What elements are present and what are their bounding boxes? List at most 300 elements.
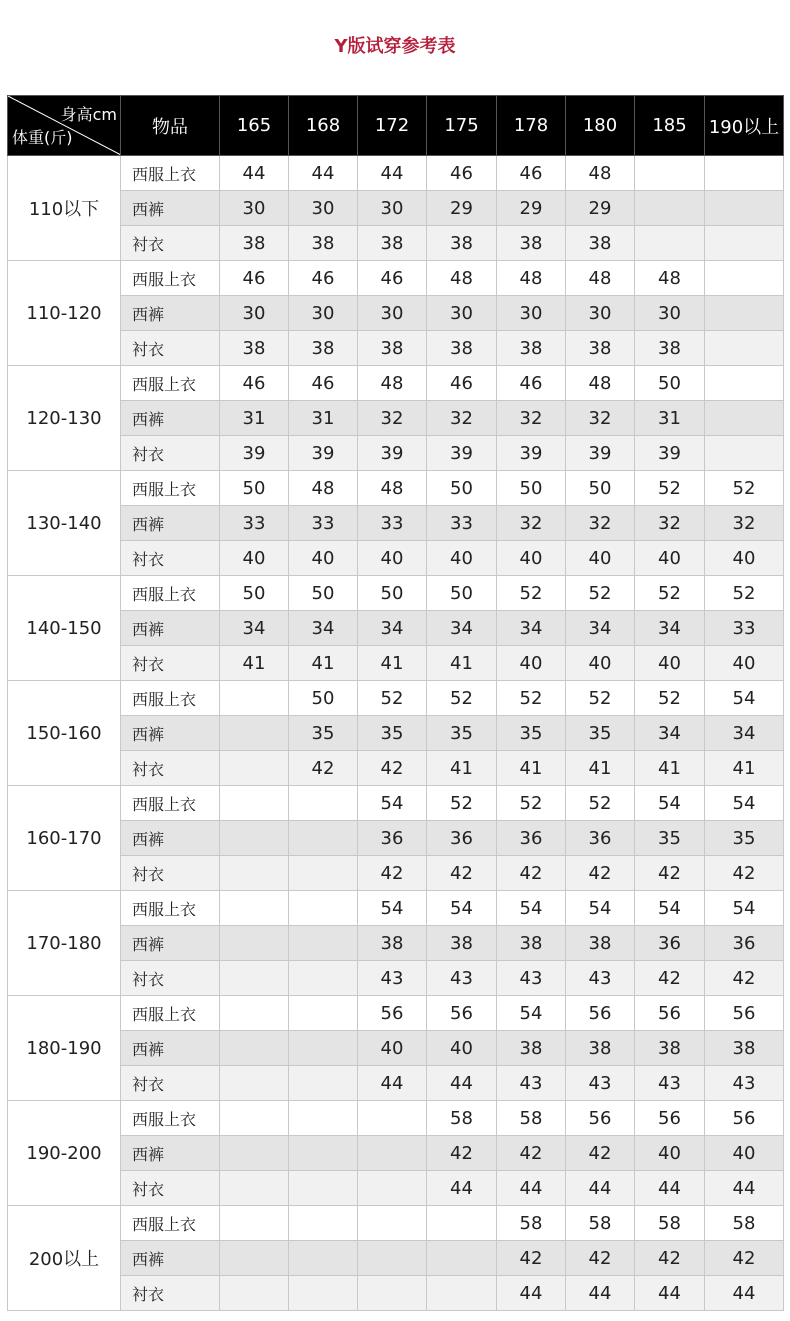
size-value-cell: 40 — [566, 541, 635, 576]
item-name-cell: 西服上衣 — [121, 261, 220, 296]
size-value-cell: 40 — [289, 541, 358, 576]
size-value-cell: 34 — [635, 611, 705, 646]
size-value-cell: 50 — [289, 576, 358, 611]
size-value-cell: 38 — [566, 1031, 635, 1066]
size-value-cell — [289, 1101, 358, 1136]
size-value-cell: 41 — [566, 751, 635, 786]
size-value-cell — [289, 1241, 358, 1276]
size-value-cell: 38 — [566, 331, 635, 366]
size-value-cell — [220, 1241, 289, 1276]
table-row — [8, 716, 784, 751]
size-value-cell — [705, 296, 784, 331]
size-value-cell: 44 — [566, 1171, 635, 1206]
table-row — [8, 226, 784, 261]
size-value-cell — [220, 1171, 289, 1206]
page-title: Y版试穿参考表 — [334, 36, 456, 57]
item-name-cell: 西服上衣 — [121, 1206, 220, 1241]
size-value-cell: 54 — [635, 786, 705, 821]
size-value-cell: 58 — [635, 1206, 705, 1241]
item-name-cell: 西服上衣 — [121, 1101, 220, 1136]
size-value-cell: 40 — [705, 541, 784, 576]
table-row — [8, 821, 784, 856]
size-value-cell: 52 — [566, 786, 635, 821]
size-value-cell: 42 — [705, 856, 784, 891]
size-value-cell: 30 — [289, 191, 358, 226]
table-row — [8, 926, 784, 961]
size-value-cell: 39 — [427, 436, 497, 471]
weight-group-cell: 190-200 — [8, 1101, 121, 1206]
size-value-cell: 40 — [358, 541, 427, 576]
item-name-cell: 衬衣 — [121, 856, 220, 891]
size-value-cell: 43 — [497, 1066, 566, 1101]
size-value-cell: 33 — [427, 506, 497, 541]
size-value-cell: 34 — [289, 611, 358, 646]
size-value-cell — [220, 926, 289, 961]
size-value-cell: 39 — [289, 436, 358, 471]
size-value-cell: 34 — [220, 611, 289, 646]
size-value-cell: 35 — [427, 716, 497, 751]
size-value-cell: 48 — [566, 366, 635, 401]
weight-group-cell: 170-180 — [8, 891, 121, 996]
size-value-cell: 46 — [289, 261, 358, 296]
size-value-cell: 54 — [635, 891, 705, 926]
size-value-cell: 30 — [566, 296, 635, 331]
weight-group-cell: 160-170 — [8, 786, 121, 891]
size-value-cell: 52 — [566, 576, 635, 611]
size-value-cell: 50 — [427, 576, 497, 611]
size-value-cell: 44 — [289, 156, 358, 191]
size-value-cell: 50 — [289, 681, 358, 716]
size-value-cell: 39 — [497, 436, 566, 471]
size-value-cell: 41 — [635, 751, 705, 786]
size-value-cell: 52 — [497, 786, 566, 821]
size-value-cell: 40 — [635, 541, 705, 576]
table-row — [8, 1101, 784, 1136]
size-value-cell: 54 — [497, 891, 566, 926]
size-value-cell: 36 — [427, 821, 497, 856]
size-value-cell: 38 — [705, 1031, 784, 1066]
height-column-header: 180 — [566, 96, 635, 156]
size-value-cell: 32 — [497, 401, 566, 436]
size-value-cell: 43 — [566, 961, 635, 996]
size-value-cell: 38 — [497, 1031, 566, 1066]
table-row — [8, 401, 784, 436]
table-row — [8, 541, 784, 576]
size-value-cell: 56 — [358, 996, 427, 1031]
size-value-cell: 38 — [289, 226, 358, 261]
size-value-cell: 42 — [427, 1136, 497, 1171]
weight-group-cell: 180-190 — [8, 996, 121, 1101]
size-value-cell: 39 — [635, 436, 705, 471]
size-value-cell: 38 — [497, 331, 566, 366]
table-row — [8, 156, 784, 191]
item-name-cell: 西裤 — [121, 401, 220, 436]
item-name-cell: 衬衣 — [121, 436, 220, 471]
weight-group-cell: 150-160 — [8, 681, 121, 786]
size-value-cell: 40 — [220, 541, 289, 576]
size-value-cell: 52 — [427, 786, 497, 821]
size-value-cell: 50 — [497, 471, 566, 506]
size-value-cell: 34 — [705, 716, 784, 751]
size-value-cell: 46 — [220, 261, 289, 296]
size-value-cell: 32 — [705, 506, 784, 541]
size-value-cell: 54 — [358, 786, 427, 821]
size-value-cell: 36 — [566, 821, 635, 856]
size-value-cell — [358, 1101, 427, 1136]
size-value-cell: 33 — [358, 506, 427, 541]
size-value-cell: 34 — [566, 611, 635, 646]
size-value-cell: 46 — [358, 261, 427, 296]
size-value-cell — [289, 1066, 358, 1101]
size-value-cell: 43 — [358, 961, 427, 996]
table-row — [8, 1171, 784, 1206]
size-value-cell — [220, 681, 289, 716]
size-value-cell: 52 — [705, 471, 784, 506]
item-name-cell: 衬衣 — [121, 1171, 220, 1206]
item-name-cell: 衬衣 — [121, 226, 220, 261]
size-value-cell: 41 — [289, 646, 358, 681]
item-name-cell: 衬衣 — [121, 541, 220, 576]
size-value-cell: 35 — [566, 716, 635, 751]
item-name-cell: 西服上衣 — [121, 471, 220, 506]
height-axis-label: 身高cm — [60, 105, 117, 124]
size-value-cell: 52 — [566, 681, 635, 716]
size-value-cell: 41 — [427, 751, 497, 786]
size-value-cell: 42 — [635, 1241, 705, 1276]
size-value-cell: 54 — [705, 681, 784, 716]
size-value-cell: 44 — [427, 1066, 497, 1101]
size-value-cell: 44 — [358, 156, 427, 191]
table-row — [8, 261, 784, 296]
item-name-cell: 西裤 — [121, 1241, 220, 1276]
size-value-cell: 30 — [358, 191, 427, 226]
size-value-cell — [220, 786, 289, 821]
size-value-cell: 38 — [566, 926, 635, 961]
size-value-cell: 34 — [427, 611, 497, 646]
size-value-cell: 30 — [635, 296, 705, 331]
size-value-cell: 31 — [220, 401, 289, 436]
size-value-cell: 42 — [566, 1241, 635, 1276]
size-value-cell: 48 — [358, 471, 427, 506]
size-value-cell — [220, 821, 289, 856]
height-column-header: 185 — [635, 96, 705, 156]
size-value-cell: 42 — [497, 1136, 566, 1171]
size-value-cell: 38 — [358, 226, 427, 261]
size-value-cell: 30 — [220, 191, 289, 226]
size-value-cell — [220, 1276, 289, 1311]
size-value-cell: 36 — [635, 926, 705, 961]
table-row — [8, 996, 784, 1031]
size-value-cell: 35 — [358, 716, 427, 751]
size-value-cell: 46 — [220, 366, 289, 401]
size-value-cell: 58 — [497, 1206, 566, 1241]
size-value-cell: 56 — [705, 1101, 784, 1136]
size-value-cell — [705, 331, 784, 366]
weight-group-cell: 140-150 — [8, 576, 121, 681]
size-value-cell: 42 — [358, 856, 427, 891]
height-column-header: 178 — [497, 96, 566, 156]
size-value-cell: 35 — [497, 716, 566, 751]
size-value-cell: 48 — [497, 261, 566, 296]
size-value-cell: 46 — [427, 366, 497, 401]
table-row — [8, 191, 784, 226]
item-name-cell: 西服上衣 — [121, 576, 220, 611]
size-value-cell: 43 — [497, 961, 566, 996]
size-value-cell: 44 — [635, 1171, 705, 1206]
table-row — [8, 576, 784, 611]
item-name-cell: 西裤 — [121, 926, 220, 961]
size-value-cell: 46 — [497, 156, 566, 191]
size-value-cell — [220, 751, 289, 786]
size-value-cell: 30 — [427, 296, 497, 331]
size-value-cell: 56 — [566, 1101, 635, 1136]
size-value-cell: 38 — [289, 331, 358, 366]
size-value-cell: 29 — [566, 191, 635, 226]
item-name-cell: 西服上衣 — [121, 786, 220, 821]
size-value-cell: 48 — [289, 471, 358, 506]
size-value-cell: 42 — [566, 1136, 635, 1171]
table-row — [8, 1136, 784, 1171]
size-value-cell: 52 — [635, 471, 705, 506]
table-row — [8, 751, 784, 786]
size-value-cell — [289, 1031, 358, 1066]
size-value-cell: 52 — [635, 576, 705, 611]
size-value-cell — [358, 1171, 427, 1206]
size-value-cell: 56 — [635, 996, 705, 1031]
size-value-cell: 38 — [220, 226, 289, 261]
table-row — [8, 786, 784, 821]
table-row — [8, 681, 784, 716]
size-value-cell — [220, 1136, 289, 1171]
item-name-cell: 衬衣 — [121, 646, 220, 681]
size-value-cell — [705, 261, 784, 296]
item-column-header: 物品 — [121, 96, 220, 156]
size-value-cell — [289, 786, 358, 821]
size-value-cell: 54 — [705, 891, 784, 926]
size-value-cell: 58 — [427, 1101, 497, 1136]
item-name-cell: 西服上衣 — [121, 366, 220, 401]
size-value-cell: 32 — [497, 506, 566, 541]
size-value-cell — [705, 401, 784, 436]
weight-group-cell: 200以上 — [8, 1206, 121, 1311]
size-value-cell: 35 — [705, 821, 784, 856]
table-row — [8, 1066, 784, 1101]
item-name-cell: 西裤 — [121, 611, 220, 646]
weight-group-cell: 110以下 — [8, 156, 121, 261]
size-value-cell: 50 — [427, 471, 497, 506]
size-value-cell: 41 — [358, 646, 427, 681]
size-value-cell: 39 — [220, 436, 289, 471]
size-value-cell — [289, 1171, 358, 1206]
table-row — [8, 471, 784, 506]
size-value-cell: 52 — [705, 576, 784, 611]
table-row — [8, 646, 784, 681]
size-value-cell: 46 — [289, 366, 358, 401]
size-value-cell — [289, 996, 358, 1031]
size-value-cell — [220, 891, 289, 926]
size-value-cell: 38 — [427, 926, 497, 961]
size-value-cell: 43 — [427, 961, 497, 996]
table-row — [8, 611, 784, 646]
size-value-cell — [427, 1276, 497, 1311]
size-value-cell — [427, 1241, 497, 1276]
size-value-cell — [358, 1241, 427, 1276]
size-value-cell — [220, 1101, 289, 1136]
size-value-cell: 43 — [566, 1066, 635, 1101]
height-column-header: 168 — [289, 96, 358, 156]
size-value-cell: 44 — [358, 1066, 427, 1101]
table-row — [8, 331, 784, 366]
item-name-cell: 衬衣 — [121, 751, 220, 786]
size-value-cell: 30 — [289, 296, 358, 331]
size-value-cell: 48 — [566, 261, 635, 296]
size-value-cell: 58 — [497, 1101, 566, 1136]
item-name-cell: 西裤 — [121, 191, 220, 226]
table-body — [8, 156, 784, 1311]
size-value-cell: 54 — [427, 891, 497, 926]
size-value-cell: 40 — [705, 1136, 784, 1171]
size-value-cell: 40 — [358, 1031, 427, 1066]
size-value-cell: 32 — [427, 401, 497, 436]
item-name-cell: 西服上衣 — [121, 996, 220, 1031]
size-value-cell: 32 — [566, 506, 635, 541]
size-value-cell: 30 — [497, 296, 566, 331]
item-name-cell: 西服上衣 — [121, 156, 220, 191]
table-row — [8, 1276, 784, 1311]
height-column-header: 172 — [358, 96, 427, 156]
size-value-cell — [289, 821, 358, 856]
size-value-cell: 42 — [705, 961, 784, 996]
size-value-cell: 56 — [566, 996, 635, 1031]
size-value-cell: 58 — [705, 1206, 784, 1241]
size-value-cell: 38 — [220, 331, 289, 366]
size-value-cell: 38 — [635, 331, 705, 366]
size-value-cell — [289, 926, 358, 961]
table-row — [8, 436, 784, 471]
size-value-cell — [358, 1136, 427, 1171]
size-value-cell — [289, 961, 358, 996]
size-value-cell: 34 — [358, 611, 427, 646]
item-name-cell: 西裤 — [121, 1136, 220, 1171]
table-row — [8, 296, 784, 331]
size-value-cell: 42 — [497, 856, 566, 891]
size-value-cell: 50 — [220, 576, 289, 611]
size-value-cell — [427, 1206, 497, 1241]
size-value-cell: 32 — [566, 401, 635, 436]
table-row — [8, 961, 784, 996]
item-name-cell: 衬衣 — [121, 961, 220, 996]
size-value-cell: 56 — [705, 996, 784, 1031]
size-value-cell: 58 — [566, 1206, 635, 1241]
size-value-cell: 40 — [497, 646, 566, 681]
size-value-cell: 29 — [427, 191, 497, 226]
table-row — [8, 1241, 784, 1276]
weight-group-cell: 110-120 — [8, 261, 121, 366]
table-row — [8, 1031, 784, 1066]
size-value-cell — [289, 1136, 358, 1171]
size-value-cell: 44 — [497, 1276, 566, 1311]
size-value-cell: 50 — [635, 366, 705, 401]
size-value-cell: 32 — [358, 401, 427, 436]
size-value-cell — [220, 1206, 289, 1241]
size-value-cell — [358, 1276, 427, 1311]
item-name-cell: 西裤 — [121, 1031, 220, 1066]
size-value-cell: 36 — [358, 821, 427, 856]
size-value-cell: 52 — [497, 681, 566, 716]
header-row — [8, 96, 784, 156]
item-name-cell: 西裤 — [121, 506, 220, 541]
size-value-cell: 32 — [635, 506, 705, 541]
item-name-cell: 衬衣 — [121, 1066, 220, 1101]
size-value-cell: 40 — [635, 646, 705, 681]
size-value-cell: 38 — [635, 1031, 705, 1066]
size-value-cell: 56 — [635, 1101, 705, 1136]
weight-axis-label: 体重(斤) — [12, 128, 73, 147]
size-value-cell: 44 — [705, 1171, 784, 1206]
size-table — [7, 95, 784, 1311]
size-value-cell: 33 — [289, 506, 358, 541]
size-value-cell — [220, 716, 289, 751]
size-value-cell: 40 — [427, 1031, 497, 1066]
size-value-cell: 43 — [635, 1066, 705, 1101]
size-value-cell: 44 — [497, 1171, 566, 1206]
size-value-cell: 38 — [566, 226, 635, 261]
size-value-cell: 48 — [635, 261, 705, 296]
table-row — [8, 366, 784, 401]
size-value-cell — [635, 156, 705, 191]
size-value-cell: 40 — [705, 646, 784, 681]
size-value-cell: 42 — [427, 856, 497, 891]
size-value-cell: 29 — [497, 191, 566, 226]
size-value-cell: 50 — [358, 576, 427, 611]
size-value-cell: 38 — [427, 331, 497, 366]
height-column-header: 165 — [220, 96, 289, 156]
size-value-cell — [220, 1031, 289, 1066]
size-value-cell: 50 — [566, 471, 635, 506]
size-value-cell: 44 — [635, 1276, 705, 1311]
size-value-cell: 54 — [497, 996, 566, 1031]
size-value-cell: 41 — [705, 751, 784, 786]
size-value-cell: 44 — [220, 156, 289, 191]
table-row — [8, 856, 784, 891]
size-value-cell: 41 — [220, 646, 289, 681]
size-value-cell: 44 — [427, 1171, 497, 1206]
size-value-cell: 44 — [566, 1276, 635, 1311]
size-value-cell: 54 — [566, 891, 635, 926]
size-value-cell: 31 — [289, 401, 358, 436]
size-value-cell — [705, 366, 784, 401]
size-value-cell: 52 — [635, 681, 705, 716]
size-value-cell: 30 — [358, 296, 427, 331]
size-value-cell: 42 — [635, 961, 705, 996]
size-value-cell — [635, 191, 705, 226]
size-value-cell — [705, 436, 784, 471]
size-value-cell: 52 — [497, 576, 566, 611]
size-value-cell: 38 — [358, 926, 427, 961]
size-value-cell: 43 — [705, 1066, 784, 1101]
size-value-cell: 39 — [358, 436, 427, 471]
size-value-cell: 42 — [289, 751, 358, 786]
size-value-cell — [358, 1206, 427, 1241]
size-value-cell: 46 — [427, 156, 497, 191]
size-value-cell — [289, 1206, 358, 1241]
size-value-cell: 39 — [566, 436, 635, 471]
size-value-cell: 42 — [497, 1241, 566, 1276]
size-value-cell — [220, 856, 289, 891]
weight-group-cell: 130-140 — [8, 471, 121, 576]
height-column-header: 190以上 — [705, 96, 784, 156]
size-value-cell: 42 — [635, 856, 705, 891]
